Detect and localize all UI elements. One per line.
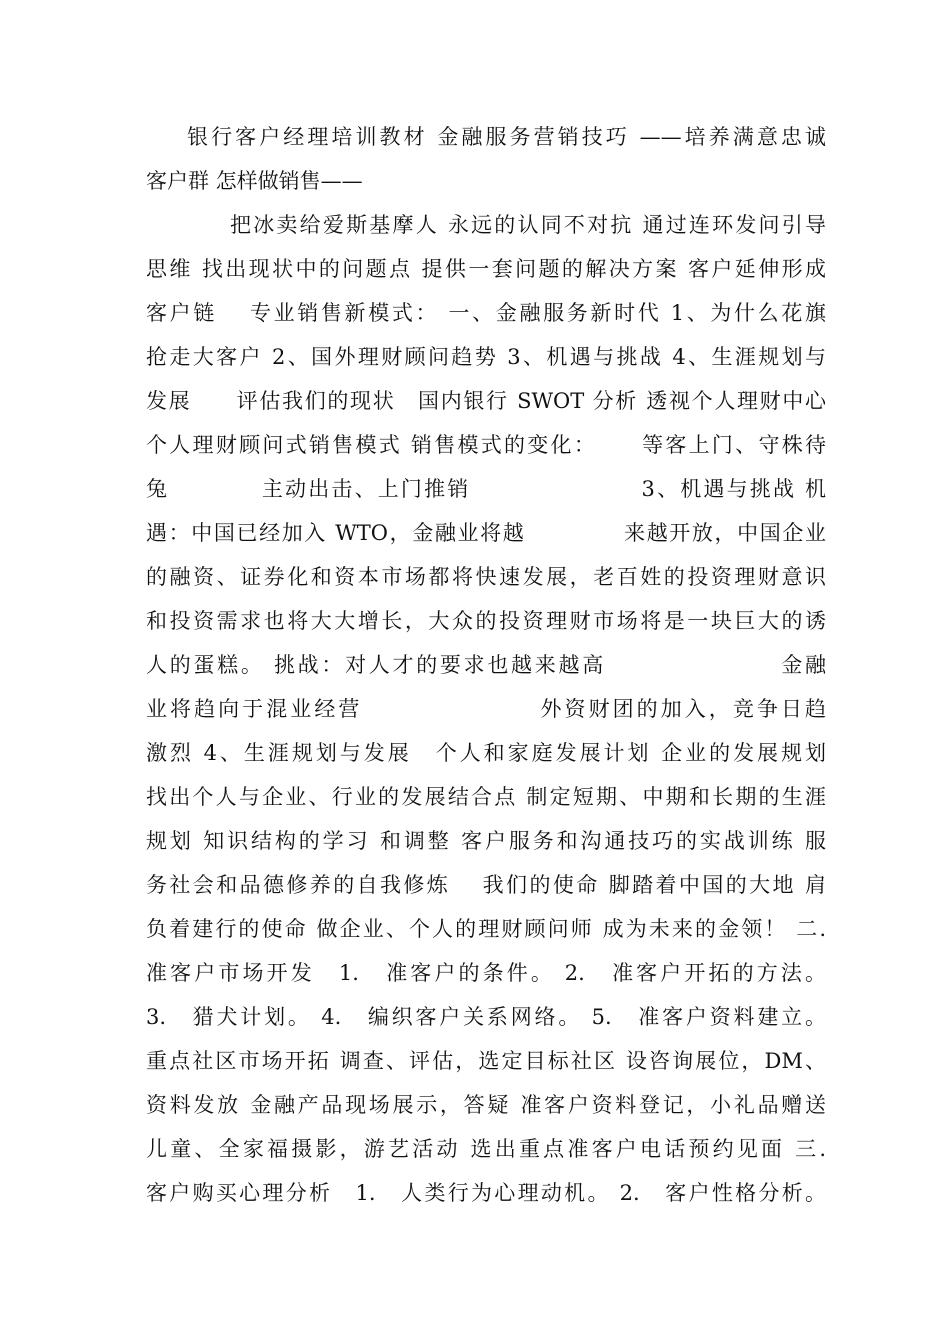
body-text-line: 3. 猎犬计划。 4. 编织客户关系网络。 5. 准客户资料建立。 (146, 1005, 826, 1029)
body-text-line: 资料发放 金融产品现场展示，答疑 准客户资料登记，小礼品赠送 (146, 1093, 826, 1117)
body-text-line: 的融资、证券化和资本市场都将快速发展，老百姓的投资理财意识 (146, 565, 826, 589)
body-text-line: 重点社区市场开拓 调查、评估，选定目标社区 设咨询展位，DM、 (146, 1049, 826, 1073)
body-text-line: 和投资需求也将大大增长，大众的投资理财市场将是一块巨大的诱 (146, 609, 826, 633)
body-text-line: 儿童、全家福摄影，游艺活动 选出重点准客户电话预约见面 三. (146, 1137, 826, 1161)
body-text-line: 客户购买心理分析 1. 人类行为心理动机。 2. 客户性格分析。 (146, 1181, 826, 1205)
body-text-line: 兔 主动出击、上门推销 3、机遇与挑战 机 (146, 477, 826, 501)
body-text-line: 思维 找出现状中的问题点 提供一套问题的解决方案 客户延伸形成 (146, 257, 826, 281)
body-text-line: 遇：中国已经加入 WTO，金融业将越 来越开放，中国企业 (146, 521, 826, 545)
body-text-line: 准客户市场开发 1. 准客户的条件。 2. 准客户开拓的方法。 (146, 961, 826, 985)
body-text-line: 务社会和品德修养的自我修炼 我们的使命 脚踏着中国的大地 肩 (146, 873, 826, 897)
body-text-line: 把冰卖给爱斯基摩人 永远的认同不对抗 通过连环发问引导 (230, 213, 826, 237)
document-title-line-1: 银行客户经理培训教材 金融服务营销技巧 ——培养满意忠诚 (187, 125, 826, 149)
body-text-line: 个人理财顾问式销售模式 销售模式的变化： 等客上门、守株待 (146, 433, 826, 457)
body-text-line: 找出个人与企业、行业的发展结合点 制定短期、中期和长期的生涯 (146, 785, 826, 809)
body-text-line: 发展 评估我们的现状 国内银行 SWOT 分析 透视个人理财中心 (146, 389, 826, 413)
body-text-line: 业将趋向于混业经营 外资财团的加入，竞争日趋 (146, 697, 826, 721)
body-text-line: 人的蛋糕。 挑战：对人才的要求也越来越高 金融 (146, 653, 826, 677)
document-title-line-2: 客户群 怎样做销售—— (146, 169, 363, 193)
body-text-line: 规划 知识结构的学习 和调整 客户服务和沟通技巧的实战训练 服 (146, 829, 826, 853)
body-text-line: 激烈 4、生涯规划与发展 个人和家庭发展计划 企业的发展规划 (146, 741, 826, 765)
body-text-line: 负着建行的使命 做企业、个人的理财顾问师 成为未来的金领！ 二. (146, 917, 826, 941)
body-text-line: 抢走大客户 2、国外理财顾问趋势 3、机遇与挑战 4、生涯规划与 (146, 345, 826, 369)
body-text-line: 客户链 专业销售新模式： 一、金融服务新时代 1、为什么花旗 (146, 301, 826, 325)
